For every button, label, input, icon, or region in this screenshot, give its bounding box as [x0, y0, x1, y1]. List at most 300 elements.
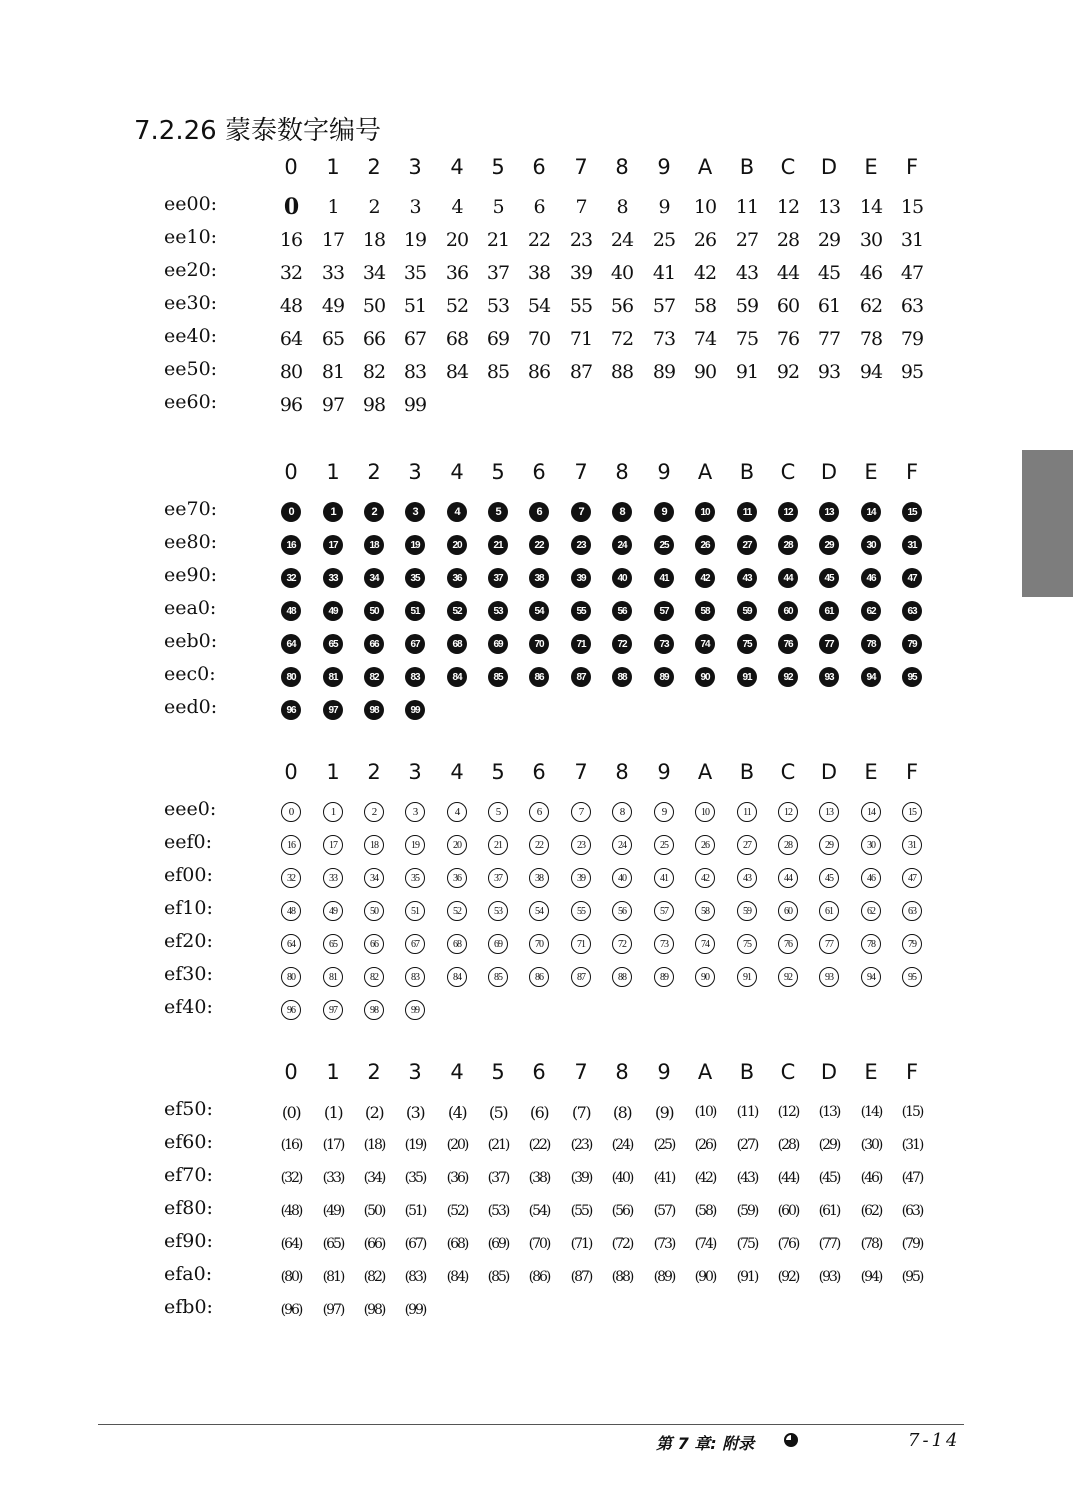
circled-number: 82 — [364, 967, 384, 987]
glyph-cell — [725, 630, 769, 658]
glyph-cell — [725, 597, 769, 625]
column-header: A — [697, 760, 713, 784]
negative-circled-number: 66 — [364, 634, 384, 654]
glyph-cell: 46 — [859, 262, 883, 284]
table-row — [0, 930, 1073, 963]
glyph-cell: 74 — [693, 328, 717, 350]
negative-circled-number: 55 — [571, 601, 591, 621]
glyph-cell: 32 — [279, 262, 303, 284]
negative-circled-number: 15 — [902, 502, 922, 522]
glyph-cell: (27) — [736, 1137, 758, 1153]
glyph-cell — [600, 564, 644, 592]
circled-number: 21 — [488, 835, 508, 855]
circled-number: 64 — [281, 934, 301, 954]
column-header: D — [820, 460, 838, 484]
circled-number: 6 — [529, 802, 549, 822]
table-row — [0, 1263, 1073, 1296]
glyph-cell: (79) — [901, 1236, 923, 1252]
circled-number: 46 — [861, 868, 881, 888]
column-header: 9 — [657, 155, 671, 179]
circled-number: 68 — [447, 934, 467, 954]
circled-number: 7 — [571, 802, 591, 822]
glyph-cell — [559, 831, 603, 859]
glyph-cell — [352, 996, 396, 1024]
glyph-cell: 85 — [486, 361, 510, 383]
glyph-cell: 4 — [451, 196, 463, 218]
glyph-cell: 45 — [817, 262, 841, 284]
table-row — [0, 531, 1073, 564]
glyph-cell: 93 — [817, 361, 841, 383]
glyph-cell — [393, 597, 437, 625]
glyph-cell: (86) — [528, 1269, 550, 1285]
negative-circled-number: 11 — [737, 502, 757, 522]
negative-circled-number: 96 — [281, 700, 301, 720]
column-header: 4 — [450, 760, 464, 784]
glyph-cell — [642, 831, 686, 859]
column-header: B — [739, 1060, 755, 1084]
glyph-cell: 73 — [652, 328, 676, 350]
circled-number: 32 — [281, 868, 301, 888]
circled-number: 30 — [861, 835, 881, 855]
negative-circled-number: 31 — [902, 535, 922, 555]
glyph-cell: (54) — [528, 1203, 550, 1219]
circled-number: 98 — [364, 1000, 384, 1020]
glyph-cell — [600, 663, 644, 691]
glyph-cell: (3) — [405, 1102, 425, 1122]
circled-number: 49 — [323, 901, 343, 921]
glyph-cell — [807, 930, 851, 958]
negative-circled-number: 40 — [612, 568, 632, 588]
glyph-cell: 23 — [569, 229, 593, 251]
glyph-cell — [807, 963, 851, 991]
glyph-cell: (0) — [281, 1102, 301, 1122]
glyph-cell — [517, 897, 561, 925]
glyph-cell: 64 — [279, 328, 303, 350]
glyph-cell: 11 — [735, 196, 759, 218]
glyph-cell — [683, 663, 727, 691]
glyph-cell — [311, 498, 355, 526]
column-header: 6 — [532, 155, 546, 179]
glyph-cell: (13) — [818, 1104, 840, 1120]
glyph-cell: (26) — [694, 1137, 716, 1153]
glyph-cell: (20) — [446, 1137, 468, 1153]
glyph-cell: 78 — [859, 328, 883, 350]
row-address: ee10: — [164, 226, 218, 248]
glyph-cell: 39 — [569, 262, 593, 284]
row-address: eef0: — [164, 831, 213, 853]
glyph-cell: (63) — [901, 1203, 923, 1219]
glyph-cell: 36 — [445, 262, 469, 284]
glyph-cell — [642, 630, 686, 658]
glyph-cell — [559, 930, 603, 958]
circled-number: 11 — [737, 802, 757, 822]
negative-circled-number: 79 — [902, 634, 922, 654]
circled-number: 96 — [281, 1000, 301, 1020]
glyph-cell — [517, 864, 561, 892]
glyph-cell: 96 — [279, 394, 303, 416]
glyph-cell: (42) — [694, 1170, 716, 1186]
glyph-cell: (90) — [694, 1269, 716, 1285]
column-header: 6 — [532, 1060, 546, 1084]
glyph-cell — [435, 597, 479, 625]
glyph-cell: (18) — [363, 1137, 385, 1153]
glyph-cell — [559, 798, 603, 826]
row-address: ef00: — [164, 864, 213, 886]
glyph-cell: (43) — [736, 1170, 758, 1186]
glyph-cell: (38) — [528, 1170, 550, 1186]
glyph-cell — [352, 597, 396, 625]
glyph-cell — [849, 564, 893, 592]
glyph-cell — [393, 531, 437, 559]
glyph-cell: 92 — [776, 361, 800, 383]
column-header: 2 — [367, 1060, 381, 1084]
circled-number: 34 — [364, 868, 384, 888]
table-row — [0, 831, 1073, 864]
glyph-cell: 86 — [527, 361, 551, 383]
glyph-cell — [311, 531, 355, 559]
glyph-cell — [600, 630, 644, 658]
circled-number: 67 — [405, 934, 425, 954]
row-address: ef70: — [164, 1164, 213, 1186]
row-address: ee70: — [164, 498, 218, 520]
glyph-cell: (82) — [363, 1269, 385, 1285]
circled-number: 59 — [737, 901, 757, 921]
glyph-cell: 63 — [900, 295, 924, 317]
negative-circled-number: 47 — [902, 568, 922, 588]
glyph-cell: (19) — [404, 1137, 426, 1153]
negative-circled-number: 84 — [447, 667, 467, 687]
glyph-cell: (17) — [322, 1137, 344, 1153]
negative-circled-number: 21 — [488, 535, 508, 555]
glyph-cell: (36) — [446, 1170, 468, 1186]
table-row — [0, 996, 1073, 1029]
glyph-cell — [766, 963, 810, 991]
glyph-cell: (80) — [280, 1269, 302, 1285]
glyph-cell — [476, 564, 520, 592]
glyph-cell — [600, 531, 644, 559]
column-header: 0 — [284, 760, 298, 784]
glyph-cell: 49 — [321, 295, 345, 317]
negative-circled-number: 8 — [612, 502, 632, 522]
negative-circled-number: 87 — [571, 667, 591, 687]
glyph-cell — [807, 630, 851, 658]
glyph-cell: (30) — [860, 1137, 882, 1153]
glyph-cell — [683, 597, 727, 625]
glyph-cell: 31 — [900, 229, 924, 251]
footer-divider — [98, 1424, 964, 1425]
table-row — [0, 864, 1073, 897]
glyph-cell — [311, 564, 355, 592]
glyph-cell — [517, 663, 561, 691]
negative-circled-number: 36 — [447, 568, 467, 588]
negative-circled-number: 19 — [405, 535, 425, 555]
circled-number: 55 — [571, 901, 591, 921]
circled-number: 1 — [323, 802, 343, 822]
column-header: 5 — [491, 460, 505, 484]
circled-number: 58 — [695, 901, 715, 921]
glyph-cell — [435, 798, 479, 826]
negative-circled-number: 38 — [529, 568, 549, 588]
glyph-cell: (50) — [363, 1203, 385, 1219]
glyph-cell: (58) — [694, 1203, 716, 1219]
circled-number: 5 — [488, 802, 508, 822]
column-header: D — [820, 155, 838, 179]
glyph-cell: (1) — [323, 1102, 343, 1122]
negative-circled-number: 42 — [695, 568, 715, 588]
glyph-cell: 18 — [362, 229, 386, 251]
glyph-cell: 95 — [900, 361, 924, 383]
glyph-cell — [435, 531, 479, 559]
negative-circled-number: 69 — [488, 634, 508, 654]
glyph-cell: (32) — [280, 1170, 302, 1186]
column-header: 1 — [326, 760, 340, 784]
negative-circled-number: 10 — [695, 502, 715, 522]
glyph-cell — [890, 963, 934, 991]
glyph-cell — [766, 498, 810, 526]
glyph-cell — [890, 498, 934, 526]
negative-circled-number: 82 — [364, 667, 384, 687]
glyph-cell — [807, 564, 851, 592]
glyph-cell — [269, 663, 313, 691]
glyph-cell: (4) — [447, 1102, 467, 1122]
negative-circled-number: 72 — [612, 634, 632, 654]
glyph-cell — [393, 864, 437, 892]
glyph-cell — [269, 897, 313, 925]
glyph-cell — [890, 831, 934, 859]
negative-circled-number: 50 — [364, 601, 384, 621]
table-row — [0, 696, 1073, 729]
circled-number: 87 — [571, 967, 591, 987]
column-header: 9 — [657, 460, 671, 484]
circled-number: 10 — [695, 802, 715, 822]
circled-number: 61 — [819, 901, 839, 921]
column-header: A — [697, 155, 713, 179]
column-header: 5 — [491, 155, 505, 179]
glyph-cell — [725, 930, 769, 958]
negative-circled-number: 23 — [571, 535, 591, 555]
glyph-cell — [517, 498, 561, 526]
glyph-cell: (71) — [570, 1236, 592, 1252]
negative-circled-number: 92 — [778, 667, 798, 687]
negative-circled-number: 57 — [654, 601, 674, 621]
glyph-cell: 81 — [321, 361, 345, 383]
table-row — [0, 193, 1073, 226]
glyph-cell — [269, 996, 313, 1024]
glyph-cell: (64) — [280, 1236, 302, 1252]
row-address: eea0: — [164, 597, 217, 619]
glyph-cell — [311, 930, 355, 958]
glyph-cell: 2 — [368, 196, 380, 218]
glyph-cell: (22) — [528, 1137, 550, 1153]
column-header: E — [864, 760, 878, 784]
glyph-cell — [393, 897, 437, 925]
row-address: eed0: — [164, 696, 218, 718]
row-address: ef30: — [164, 963, 213, 985]
negative-circled-number: 85 — [488, 667, 508, 687]
glyph-cell — [476, 531, 520, 559]
column-header: 0 — [284, 460, 298, 484]
glyph-cell: 97 — [321, 394, 345, 416]
table-row — [0, 1164, 1073, 1197]
glyph-cell: 44 — [776, 262, 800, 284]
glyph-cell: (70) — [528, 1236, 550, 1252]
row-address: ef80: — [164, 1197, 213, 1219]
glyph-cell: (59) — [736, 1203, 758, 1219]
glyph-cell — [352, 864, 396, 892]
negative-circled-number: 53 — [488, 601, 508, 621]
circled-number: 97 — [323, 1000, 343, 1020]
glyph-cell: 61 — [817, 295, 841, 317]
negative-circled-number: 2 — [364, 502, 384, 522]
glyph-cell — [311, 597, 355, 625]
circled-number: 31 — [902, 835, 922, 855]
glyph-cell — [269, 963, 313, 991]
glyph-cell — [352, 630, 396, 658]
circled-number: 16 — [281, 835, 301, 855]
glyph-cell: (33) — [322, 1170, 344, 1186]
circled-number: 42 — [695, 868, 715, 888]
negative-circled-number: 62 — [861, 601, 881, 621]
glyph-cell — [559, 564, 603, 592]
glyph-cell — [476, 630, 520, 658]
negative-circled-number: 37 — [488, 568, 508, 588]
glyph-cell: (89) — [653, 1269, 675, 1285]
negative-circled-number: 74 — [695, 634, 715, 654]
glyph-cell — [476, 498, 520, 526]
glyph-cell: (9) — [654, 1102, 674, 1122]
glyph-cell: 22 — [527, 229, 551, 251]
table-row — [0, 1131, 1073, 1164]
glyph-cell — [517, 630, 561, 658]
glyph-cell: 94 — [859, 361, 883, 383]
circled-number: 83 — [405, 967, 425, 987]
row-address: ee80: — [164, 531, 218, 553]
row-address: ef90: — [164, 1230, 213, 1252]
glyph-cell — [517, 597, 561, 625]
glyph-cell — [766, 531, 810, 559]
negative-circled-number: 13 — [819, 502, 839, 522]
circled-number: 14 — [861, 802, 881, 822]
row-address: ee40: — [164, 325, 218, 347]
glyph-cell: 41 — [652, 262, 676, 284]
glyph-cell: (23) — [570, 1137, 592, 1153]
glyph-cell — [476, 963, 520, 991]
glyph-cell — [600, 897, 644, 925]
negative-circled-number: 12 — [778, 502, 798, 522]
circled-number: 84 — [447, 967, 467, 987]
column-header: 1 — [326, 1060, 340, 1084]
glyph-cell: 48 — [279, 295, 303, 317]
glyph-cell — [642, 963, 686, 991]
glyph-cell: (41) — [653, 1170, 675, 1186]
row-address: ef10: — [164, 897, 213, 919]
glyph-cell — [890, 531, 934, 559]
glyph-cell: (66) — [363, 1236, 385, 1252]
glyph-cell: 77 — [817, 328, 841, 350]
glyph-cell — [559, 498, 603, 526]
glyph-cell — [435, 630, 479, 658]
glyph-cell — [517, 831, 561, 859]
glyph-cell: 47 — [900, 262, 924, 284]
table-row — [0, 358, 1073, 391]
glyph-cell: 60 — [776, 295, 800, 317]
negative-circled-number: 49 — [323, 601, 343, 621]
glyph-cell: (94) — [860, 1269, 882, 1285]
glyph-cell — [311, 831, 355, 859]
glyph-cell — [476, 897, 520, 925]
column-header: 7 — [574, 760, 588, 784]
glyph-cell — [352, 963, 396, 991]
glyph-cell — [352, 498, 396, 526]
circled-number: 24 — [612, 835, 632, 855]
circled-number: 93 — [819, 967, 839, 987]
glyph-cell — [683, 531, 727, 559]
column-header: 3 — [408, 1060, 422, 1084]
glyph-cell — [600, 498, 644, 526]
glyph-cell — [725, 564, 769, 592]
glyph-cell — [435, 831, 479, 859]
glyph-cell — [766, 930, 810, 958]
table-row — [0, 1296, 1073, 1329]
glyph-cell — [559, 963, 603, 991]
glyph-cell — [849, 798, 893, 826]
column-header: 5 — [491, 760, 505, 784]
table-row — [0, 1098, 1073, 1131]
glyph-cell: 83 — [403, 361, 427, 383]
circled-number: 80 — [281, 967, 301, 987]
glyph-cell — [311, 864, 355, 892]
glyph-cell — [725, 663, 769, 691]
circled-number: 22 — [529, 835, 549, 855]
glyph-cell — [352, 798, 396, 826]
glyph-cell — [393, 996, 437, 1024]
column-header: 9 — [657, 1060, 671, 1084]
row-address: eee0: — [164, 798, 217, 820]
half-circle-icon — [784, 1433, 798, 1447]
glyph-cell: (44) — [777, 1170, 799, 1186]
negative-circled-number: 75 — [737, 634, 757, 654]
negative-circled-number: 3 — [405, 502, 425, 522]
glyph-cell — [807, 663, 851, 691]
column-header: 0 — [284, 155, 298, 179]
glyph-cell: 16 — [279, 229, 303, 251]
glyph-cell — [476, 597, 520, 625]
glyph-cell — [559, 897, 603, 925]
column-header: B — [739, 155, 755, 179]
glyph-cell — [393, 798, 437, 826]
glyph-cell — [683, 864, 727, 892]
glyph-cell — [766, 597, 810, 625]
negative-circled-number: 98 — [364, 700, 384, 720]
negative-circled-number: 22 — [529, 535, 549, 555]
circled-number: 73 — [654, 934, 674, 954]
glyph-cell — [849, 864, 893, 892]
glyph-cell: 6 — [533, 196, 545, 218]
circled-number: 56 — [612, 901, 632, 921]
glyph-cell: 5 — [492, 196, 504, 218]
circled-number: 0 — [281, 802, 301, 822]
negative-circled-number: 25 — [654, 535, 674, 555]
glyph-cell — [600, 597, 644, 625]
glyph-cell — [683, 498, 727, 526]
column-header: E — [864, 1060, 878, 1084]
glyph-cell — [269, 531, 313, 559]
table-row — [0, 1230, 1073, 1263]
circled-number: 57 — [654, 901, 674, 921]
negative-circled-number: 95 — [902, 667, 922, 687]
glyph-cell — [352, 930, 396, 958]
glyph-cell — [393, 498, 437, 526]
